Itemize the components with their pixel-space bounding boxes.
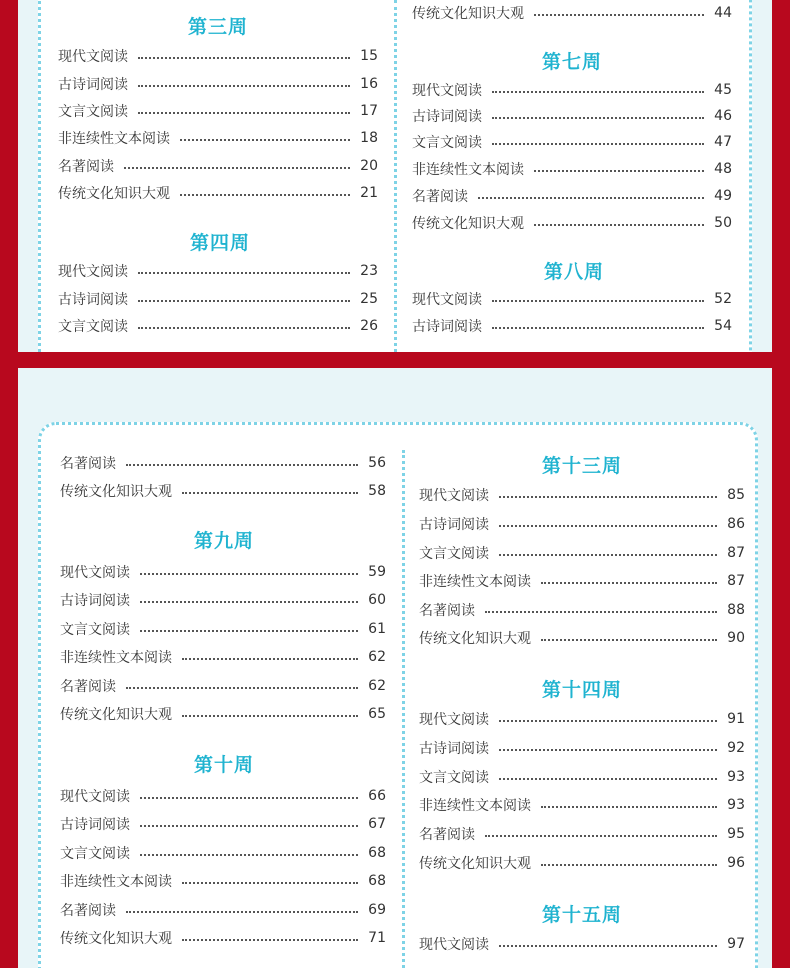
dot-leader bbox=[485, 835, 717, 837]
entry-title: 名著阅读 bbox=[412, 189, 468, 205]
dot-leader bbox=[182, 715, 358, 717]
dot-leader bbox=[140, 854, 358, 856]
dot-leader bbox=[182, 492, 358, 494]
toc-entry[interactable] bbox=[60, 871, 386, 891]
toc-page-bottom bbox=[0, 368, 790, 968]
dot-leader bbox=[492, 300, 704, 302]
column-divider bbox=[394, 0, 397, 352]
dot-leader bbox=[499, 496, 717, 498]
dot-leader bbox=[126, 464, 358, 466]
toc-entry[interactable] bbox=[60, 786, 386, 806]
entry-title: 古诗词阅读 bbox=[60, 593, 130, 609]
dot-leader bbox=[140, 630, 358, 632]
entry-title: 现代文阅读 bbox=[412, 292, 482, 308]
week-title: 第十周 bbox=[194, 754, 255, 776]
entry-title: 名著阅读 bbox=[419, 827, 475, 843]
entry-title: 传统文化知识大观 bbox=[60, 707, 172, 723]
toc-entry[interactable] bbox=[58, 261, 378, 281]
entry-title: 传统文化知识大观 bbox=[60, 931, 172, 947]
toc-entry[interactable] bbox=[58, 183, 378, 203]
dot-leader bbox=[492, 143, 704, 145]
entry-page: 62 bbox=[368, 678, 386, 694]
entry-page: 61 bbox=[368, 621, 386, 637]
toc-entry[interactable] bbox=[60, 647, 386, 667]
toc-entry[interactable] bbox=[419, 514, 745, 534]
toc-entry[interactable] bbox=[58, 156, 378, 176]
entry-title: 非连续性文本阅读 bbox=[60, 650, 172, 666]
dot-leader bbox=[534, 14, 704, 16]
entry-page: 18 bbox=[360, 130, 378, 146]
entry-page: 91 bbox=[727, 711, 745, 727]
toc-entry[interactable] bbox=[60, 481, 386, 501]
entry-title: 文言文阅读 bbox=[419, 546, 489, 562]
toc-entry[interactable] bbox=[58, 316, 378, 336]
toc-entry[interactable] bbox=[60, 814, 386, 834]
dot-leader bbox=[182, 882, 358, 884]
toc-entry[interactable] bbox=[412, 289, 732, 309]
toc-entry[interactable] bbox=[419, 628, 745, 648]
entry-page: 17 bbox=[360, 103, 378, 119]
dot-leader bbox=[541, 639, 717, 641]
entry-title: 名著阅读 bbox=[60, 903, 116, 919]
entry-title: 文言文阅读 bbox=[58, 319, 128, 335]
dot-leader bbox=[541, 864, 717, 866]
entry-title: 非连续性文本阅读 bbox=[419, 798, 531, 814]
entry-page: 69 bbox=[368, 902, 386, 918]
toc-entry[interactable] bbox=[60, 843, 386, 863]
toc-entry[interactable] bbox=[58, 46, 378, 66]
dot-leader bbox=[541, 582, 717, 584]
dot-leader bbox=[499, 525, 717, 527]
dot-leader bbox=[492, 327, 704, 329]
entry-page: 23 bbox=[360, 263, 378, 279]
dot-leader bbox=[485, 611, 717, 613]
entry-title: 传统文化知识大观 bbox=[60, 484, 172, 500]
entry-page: 44 bbox=[714, 5, 732, 21]
entry-page: 20 bbox=[360, 158, 378, 174]
entry-page: 52 bbox=[714, 291, 732, 307]
dot-leader bbox=[124, 167, 350, 169]
entry-title: 文言文阅读 bbox=[58, 104, 128, 120]
entry-page: 97 bbox=[727, 936, 745, 952]
toc-entry[interactable] bbox=[60, 453, 386, 473]
entry-title: 现代文阅读 bbox=[419, 712, 489, 728]
toc-entry[interactable] bbox=[412, 132, 732, 152]
toc-entry[interactable] bbox=[412, 106, 732, 126]
dot-leader bbox=[499, 720, 717, 722]
dot-leader bbox=[541, 806, 717, 808]
entry-title: 传统文化知识大观 bbox=[412, 216, 524, 232]
entry-title: 非连续性文本阅读 bbox=[412, 162, 524, 178]
toc-entry[interactable] bbox=[60, 676, 386, 696]
entry-page: 62 bbox=[368, 649, 386, 665]
entry-title: 文言文阅读 bbox=[412, 135, 482, 151]
toc-entry[interactable] bbox=[419, 600, 745, 620]
entry-title: 古诗词阅读 bbox=[60, 817, 130, 833]
entry-page: 71 bbox=[368, 930, 386, 946]
toc-entry[interactable] bbox=[60, 704, 386, 724]
entry-title: 非连续性文本阅读 bbox=[419, 574, 531, 590]
dot-leader bbox=[182, 939, 358, 941]
entry-page: 50 bbox=[714, 215, 732, 231]
toc-entry[interactable] bbox=[412, 159, 732, 179]
dot-leader bbox=[499, 778, 717, 780]
entry-title: 古诗词阅读 bbox=[419, 741, 489, 757]
entry-page: 26 bbox=[360, 318, 378, 334]
entry-page: 21 bbox=[360, 185, 378, 201]
toc-entry[interactable] bbox=[419, 543, 745, 563]
toc-entry[interactable] bbox=[419, 767, 745, 787]
toc-entry[interactable] bbox=[419, 571, 745, 591]
week-title: 第十三周 bbox=[542, 455, 623, 477]
entry-title: 名著阅读 bbox=[419, 603, 475, 619]
entry-page: 68 bbox=[368, 845, 386, 861]
dot-leader bbox=[492, 91, 704, 93]
entry-title: 文言文阅读 bbox=[60, 622, 130, 638]
entry-title: 非连续性文本阅读 bbox=[58, 131, 170, 147]
dot-leader bbox=[138, 300, 350, 302]
week-title: 第十五周 bbox=[542, 904, 623, 926]
toc-entry[interactable] bbox=[419, 709, 745, 729]
toc-entry[interactable] bbox=[412, 3, 732, 23]
dot-leader bbox=[140, 825, 358, 827]
entry-title: 文言文阅读 bbox=[60, 846, 130, 862]
week-title: 第三周 bbox=[188, 16, 249, 38]
toc-entry[interactable] bbox=[419, 824, 745, 844]
dot-leader bbox=[138, 272, 350, 274]
entry-title: 古诗词阅读 bbox=[58, 292, 128, 308]
dot-leader bbox=[140, 601, 358, 603]
entry-title: 古诗词阅读 bbox=[419, 517, 489, 533]
dot-leader bbox=[180, 194, 350, 196]
week-title: 第九周 bbox=[194, 530, 255, 552]
entry-page: 67 bbox=[368, 816, 386, 832]
week-title: 第十四周 bbox=[542, 679, 623, 701]
toc-entry[interactable] bbox=[412, 316, 732, 336]
entry-page: 48 bbox=[714, 161, 732, 177]
toc-entry[interactable] bbox=[60, 590, 386, 610]
entry-title: 传统文化知识大观 bbox=[58, 186, 170, 202]
toc-entry[interactable] bbox=[412, 213, 732, 233]
toc-entry[interactable] bbox=[60, 900, 386, 920]
toc-entry[interactable] bbox=[419, 738, 745, 758]
dot-leader bbox=[140, 797, 358, 799]
entry-page: 56 bbox=[368, 455, 386, 471]
entry-page: 54 bbox=[714, 318, 732, 334]
dot-leader bbox=[138, 327, 350, 329]
entry-title: 名著阅读 bbox=[60, 456, 116, 472]
dot-leader bbox=[126, 687, 358, 689]
toc-entry[interactable] bbox=[419, 853, 745, 873]
entry-page: 88 bbox=[727, 602, 745, 618]
week-title: 第七周 bbox=[542, 51, 603, 73]
toc-entry[interactable] bbox=[419, 795, 745, 815]
toc-entry[interactable] bbox=[58, 101, 378, 121]
entry-title: 现代文阅读 bbox=[60, 565, 130, 581]
entry-title: 古诗词阅读 bbox=[412, 109, 482, 125]
entry-title: 现代文阅读 bbox=[419, 937, 489, 953]
dot-leader bbox=[180, 139, 350, 141]
week-title: 第八周 bbox=[544, 261, 605, 283]
toc-entry[interactable] bbox=[419, 934, 745, 954]
dot-leader bbox=[499, 554, 717, 556]
entry-page: 60 bbox=[368, 592, 386, 608]
dot-leader bbox=[499, 945, 717, 947]
entry-page: 47 bbox=[714, 134, 732, 150]
entry-page: 25 bbox=[360, 291, 378, 307]
entry-title: 现代文阅读 bbox=[58, 264, 128, 280]
dot-leader bbox=[138, 85, 350, 87]
entry-page: 92 bbox=[727, 740, 745, 756]
dot-leader bbox=[534, 224, 704, 226]
toc-entry[interactable] bbox=[412, 186, 732, 206]
toc-entry[interactable] bbox=[60, 562, 386, 582]
entry-title: 现代文阅读 bbox=[60, 789, 130, 805]
entry-page: 93 bbox=[727, 769, 745, 785]
dot-leader bbox=[140, 573, 358, 575]
dot-leader bbox=[182, 658, 358, 660]
entry-title: 非连续性文本阅读 bbox=[60, 874, 172, 890]
entry-title: 古诗词阅读 bbox=[58, 77, 128, 93]
toc-page-top bbox=[0, 0, 790, 352]
column-divider bbox=[402, 450, 405, 968]
entry-page: 87 bbox=[727, 545, 745, 561]
entry-title: 名著阅读 bbox=[58, 159, 114, 175]
toc-entry[interactable] bbox=[58, 128, 378, 148]
entry-page: 86 bbox=[727, 516, 745, 532]
toc-entry[interactable] bbox=[58, 74, 378, 94]
entry-page: 49 bbox=[714, 188, 732, 204]
entry-title: 名著阅读 bbox=[60, 679, 116, 695]
dot-leader bbox=[138, 112, 350, 114]
dot-leader bbox=[138, 57, 350, 59]
entry-page: 96 bbox=[727, 855, 745, 871]
entry-page: 65 bbox=[368, 706, 386, 722]
entry-page: 16 bbox=[360, 76, 378, 92]
entry-title: 传统文化知识大观 bbox=[419, 631, 531, 647]
entry-page: 46 bbox=[714, 108, 732, 124]
dot-leader bbox=[492, 117, 704, 119]
entry-title: 现代文阅读 bbox=[412, 83, 482, 99]
entry-page: 68 bbox=[368, 873, 386, 889]
entry-title: 文言文阅读 bbox=[419, 770, 489, 786]
entry-page: 85 bbox=[727, 487, 745, 503]
entry-page: 58 bbox=[368, 483, 386, 499]
dot-leader bbox=[478, 197, 704, 199]
dot-leader bbox=[534, 170, 704, 172]
entry-page: 87 bbox=[727, 573, 745, 589]
week-title: 第四周 bbox=[190, 232, 251, 254]
entry-title: 现代文阅读 bbox=[419, 488, 489, 504]
toc-entry[interactable] bbox=[60, 928, 386, 948]
entry-page: 95 bbox=[727, 826, 745, 842]
entry-title: 现代文阅读 bbox=[58, 49, 128, 65]
entry-title: 传统文化知识大观 bbox=[412, 6, 524, 22]
entry-title: 古诗词阅读 bbox=[412, 319, 482, 335]
entry-page: 90 bbox=[727, 630, 745, 646]
dot-leader bbox=[499, 749, 717, 751]
toc-entry[interactable] bbox=[60, 619, 386, 639]
toc-entry[interactable] bbox=[58, 289, 378, 309]
entry-page: 45 bbox=[714, 82, 732, 98]
entry-page: 15 bbox=[360, 48, 378, 64]
toc-entry[interactable] bbox=[412, 80, 732, 100]
entry-page: 93 bbox=[727, 797, 745, 813]
entry-page: 59 bbox=[368, 564, 386, 580]
entry-page: 66 bbox=[368, 788, 386, 804]
entry-title: 传统文化知识大观 bbox=[419, 856, 531, 872]
toc-entry[interactable] bbox=[419, 485, 745, 505]
dot-leader bbox=[126, 911, 358, 913]
